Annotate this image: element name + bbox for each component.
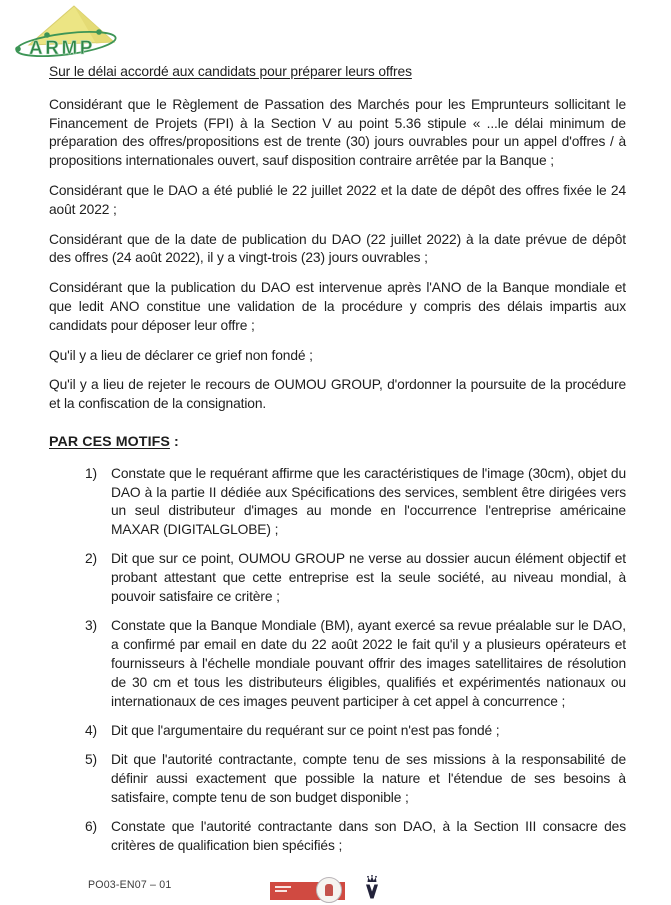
list-item — [85, 818, 626, 856]
paragraph-quil-2: Qu'il y a lieu de rejeter le recours de OUMOU GROUP, d'ordonner la poursuite de la procédure et la confiscation de la consignation. — [49, 377, 626, 412]
stamp-text-mark — [275, 886, 291, 888]
footer-reference: PO03-EN07 – 01 — [88, 879, 172, 891]
armp-logo-text: ARMP — [29, 38, 95, 59]
list-item-text: Dit que sur ce point, OUMOU GROUP ne verse au dossier aucun élément objectif et probant attestant que cette entreprise est la seule société, au niveau mondial, à pouvoir satisfaire ce critère ; — [111, 551, 626, 605]
list-item — [85, 617, 626, 711]
paragraph-considerant-3: Considérant que de la date de publication du DAO (22 juillet 2022) à la date prévue de dépôt des offres (24 août 2022), il y a vingt-trois (23) jours ouvrables ; — [49, 231, 626, 266]
section-heading-text: Sur le délai accordé aux candidats pour préparer leurs offres — [49, 64, 412, 79]
motifs-heading-colon: : — [169, 433, 179, 450]
motifs-list — [49, 465, 626, 856]
paragraph-considerant-4: Considérant que la publication du DAO est intervenue après l'ANO de la Banque mondiale et que ledit ANO constitue une validation de la procédure y compris des délais impartis aux candidats pour déposer leur offre ; — [49, 280, 626, 333]
list-item — [85, 550, 626, 606]
list-item — [85, 751, 626, 807]
stamp-text-mark — [275, 890, 287, 892]
armp-logo-graphic — [10, 3, 120, 59]
motifs-heading — [49, 433, 626, 452]
list-item-number: 4) — [85, 722, 98, 738]
list-item-text: Dit que l'argumentaire du requérant sur ce point n'est pas fondé ; — [111, 722, 500, 738]
seal-emblem — [325, 884, 333, 896]
list-item-text: Constate que le requérant affirme que les caractéristiques de l'image (30cm), objet du DAO à la partie II dédiée aux Spécifications des services, semblent être dirigées vers un seul distributeur d'images au monde en l'occurrence l'entreprise américaine MAXAR (DIGITALGLOBE) ; — [111, 465, 626, 538]
list-item-number: 5) — [85, 752, 98, 768]
section-heading — [49, 63, 626, 82]
paragraph-considerant-1: Considérant que le Règlement de Passation des Marchés pour les Emprunteurs sollicitant le Financement de Projets (FPI) à la Section V au point 5.36 stipule « ...le délai minimum de préparation des offres/propositions est de trente (30) jours ouvrables pour un appel d'offres / à propositions internationales ouvert, sauf disposition contraire arrêtée par la Banque ; — [49, 96, 626, 169]
list-item-number: 2) — [85, 551, 98, 567]
motifs-heading-text: PAR CES MOTIFS — [49, 433, 170, 450]
list-item-number: 3) — [85, 618, 98, 634]
document-body — [49, 63, 626, 866]
list-item-text: Constate que la Banque Mondiale (BM), ayant exercé sa revue préalable sur le DAO, a confirmé par email en date du 22 août 2022 le fait qu'il y a plusieurs opérateurs et fournisseurs à l'échelle mondiale pouvant offrir des images satellitaires de résolution de 30 cm et tous les distributeurs éligibles, qualifiés et expérimentés nationaux ou internationaux de ces images peuvent participer à cet appel à concurrence ; — [111, 618, 626, 709]
list-item-text: Constate que l'autorité contractante dans son DAO, à la Section III consacre des critères de qualification bien spécifiés ; — [111, 819, 626, 853]
dnv-crown-check-icon — [363, 875, 381, 900]
paragraph-quil-1: Qu'il y a lieu de déclarer ce grief non fondé ; — [49, 347, 313, 363]
list-item-text: Dit que l'autorité contractante, compte tenu de ses missions à la responsabilité de définir aussi exactement que possible la nature et l'étendue de ses besoins à satisfaire, compte tenu de son budget disponible ; — [111, 752, 626, 805]
certification-stamp — [270, 877, 356, 900]
certification-stamp-seal — [316, 877, 342, 903]
list-item — [85, 722, 626, 741]
list-item-number: 6) — [85, 819, 98, 834]
paragraph-considerant-2: Considérant que le DAO a été publié le 22 juillet 2022 et la date de dépôt des offres fixée le 24 août 2022 ; — [49, 182, 626, 217]
list-item-number: 1) — [85, 465, 98, 481]
list-item — [85, 465, 626, 540]
armp-logo — [10, 3, 120, 59]
